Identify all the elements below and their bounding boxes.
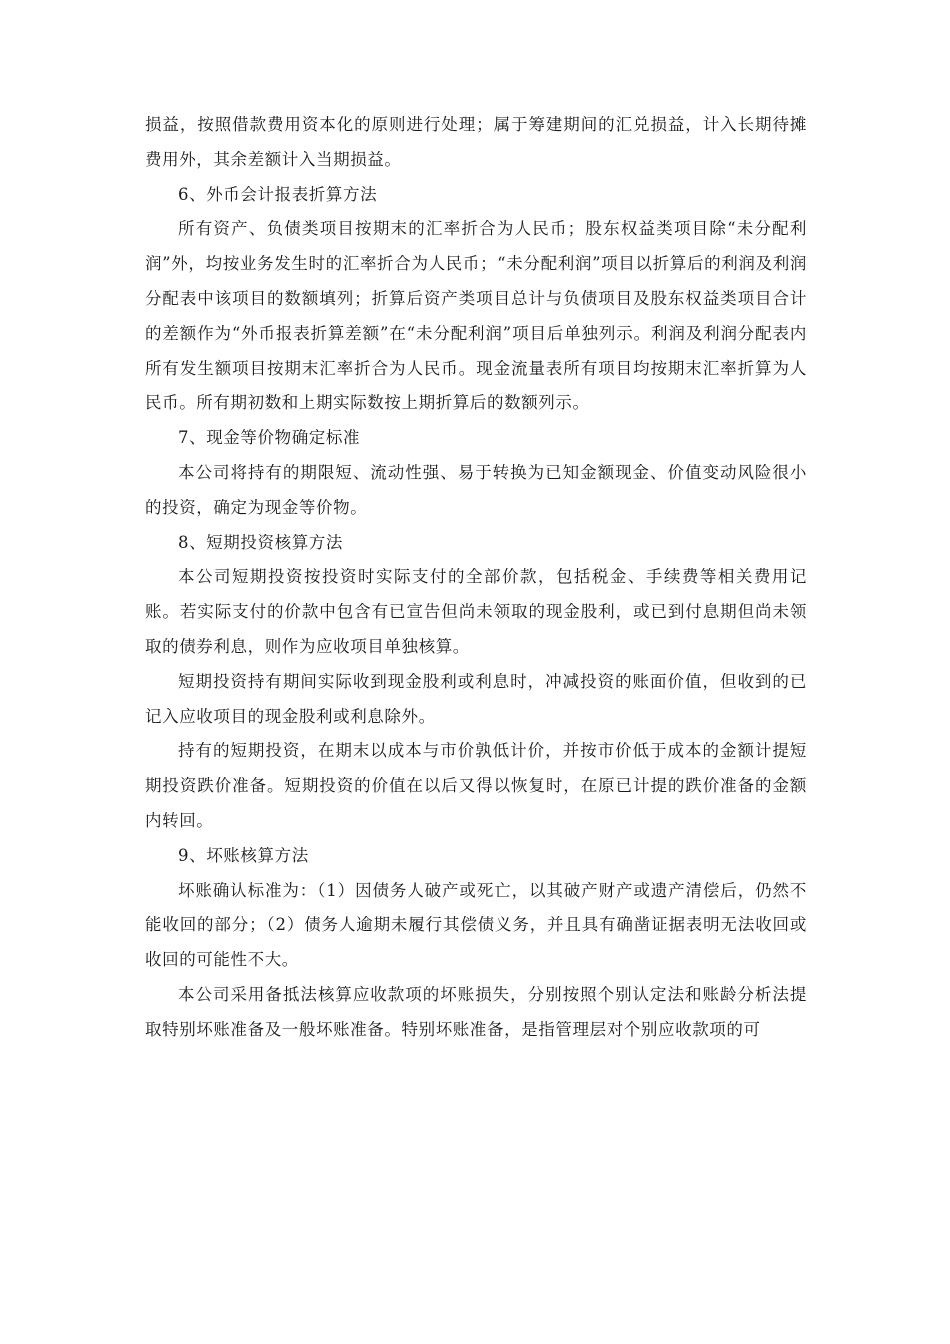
- paragraph-short-term-investment-dividends: 短期投资持有期间实际收到现金股利或利息时，冲减投资的账面价值，但收到的已记入应收项目的现金股利或利息除外。: [145, 671, 807, 726]
- section-heading-9: 9、坏账核算方法: [178, 845, 309, 865]
- paragraph-short-term-investment-impairment: 持有的短期投资，在期末以成本与市价孰低计价，并按市价低于成本的金额计提短期投资跌价准备。短期投资的价值在以后又得以恢复时，在原已计提的跌价准备的金额内转回。: [145, 741, 807, 830]
- section-heading-6: 6、外币会计报表折算方法: [178, 184, 378, 204]
- paragraph-exchange-gains-continued: 损益，按照借款费用资本化的原则进行处理；属于筹建期间的汇兑损益，计入长期待摊费用外，其余差额计入当期损益。: [145, 115, 807, 169]
- section-heading-7: 7、现金等价物确定标准: [178, 428, 361, 448]
- paragraph-foreign-currency-translation: 所有资产、负债类项目按期末的汇率折合为人民币；股东权益类项目除“未分配利润”外，均按业务发生时的汇率折合为人民币；“未分配利润”项目以折算后的利润及利润分配表中该项目的数额填列；折算后资产类项目总计与负债项目及股东权益类项目合计的差额作为“外币报表折算差额”在“未分配利润”项目后单独列示。利润及利润分配表内所有发生额项目按期末汇率折合为人民币。现金流量表所有项目均按期末汇率折算为人民币。所有期初数和上期实际数按上期折算后的数额列示。: [145, 219, 807, 413]
- document-body: [145, 108, 807, 1048]
- section-heading-8: 8、短期投资核算方法: [178, 532, 343, 552]
- paragraph-bad-debt-criteria: 坏账确认标准为：（1）因债务人破产或死亡，以其破产财产或遗产清偿后，仍然不能收回的部分；（2）债务人逾期未履行其偿债义务，并且具有确凿证据表明无法收回或收回的可能性不大。: [145, 880, 807, 970]
- paragraph-short-term-investment-cost: 本公司短期投资按投资时实际支付的全部价款，包括税金、手续费等相关费用记账。若实际支付的价款中包含有已宣告但尚未领取的现金股利，或已到付息期但尚未领取的债券利息，则作为应收项目单独核算。: [145, 567, 807, 656]
- paragraph-cash-equivalents: 本公司将持有的期限短、流动性强、易于转换为已知金额现金、价值变动风险很小的投资，确定为现金等价物。: [145, 462, 807, 517]
- paragraph-bad-debt-allowance: 本公司采用备抵法核算应收款项的坏账损失，分别按照个别认定法和账龄分析法提取特别坏账准备及一般坏账准备。特别坏账准备，是指管理层对个别应收款项的可: [145, 984, 807, 1039]
